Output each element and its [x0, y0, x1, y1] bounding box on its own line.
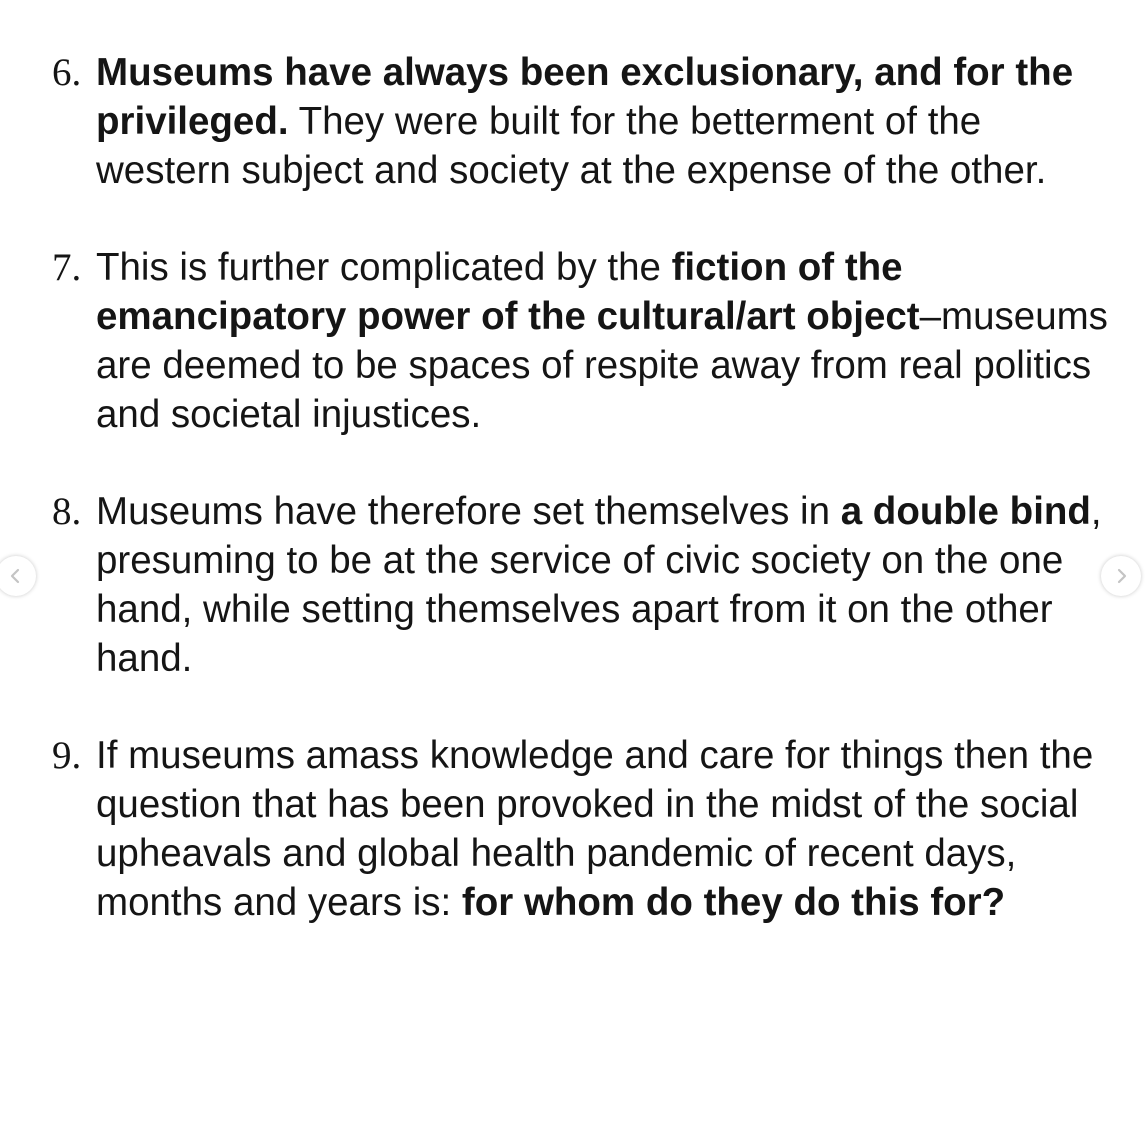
item-number: 8.: [52, 490, 82, 533]
item-text-regular: , presuming to be at the service of civic society on the one hand, while setting themselves apart from it on the other hand.: [96, 490, 1102, 680]
item-text-regular: If museums amass knowledge and care for things then the question that has been provoked in the midst of the social upheavals and global health pandemic of recent days, months and years is:: [96, 734, 1094, 924]
list-item: [0, 243, 1146, 439]
chevron-right-icon: [1112, 567, 1130, 585]
list-item: [0, 487, 1146, 683]
list-item: [0, 48, 1146, 195]
numbered-list: [0, 48, 1146, 975]
item-text-bold: for whom do they do this for?: [461, 881, 1006, 924]
item-text-regular: This is further complicated by the: [96, 246, 672, 289]
item-text-regular: They were built for the betterment of the western subject and society at the expense of the other.: [96, 100, 1047, 192]
list-item: [0, 731, 1146, 927]
item-text: [96, 243, 1116, 439]
item-number: 9.: [52, 734, 82, 777]
item-text-bold: Museums have always been exclusionary, and for the privileged.: [96, 51, 1074, 143]
item-text-bold: a double bind: [840, 490, 1091, 533]
item-text: [96, 48, 1116, 195]
item-text: [96, 731, 1116, 927]
item-text-bold: fiction of the emancipatory power of the cultural/art object: [96, 246, 920, 338]
item-number: 6.: [52, 51, 82, 94]
item-text-regular: –museums are deemed to be spaces of respite away from real politics and societal injustices.: [96, 295, 1108, 436]
item-text-regular: Museums have therefore set themselves in: [96, 490, 841, 533]
chevron-left-icon: [7, 567, 25, 585]
next-slide-button[interactable]: [1101, 556, 1141, 596]
item-text: [96, 487, 1116, 683]
item-number: 7.: [52, 246, 82, 289]
